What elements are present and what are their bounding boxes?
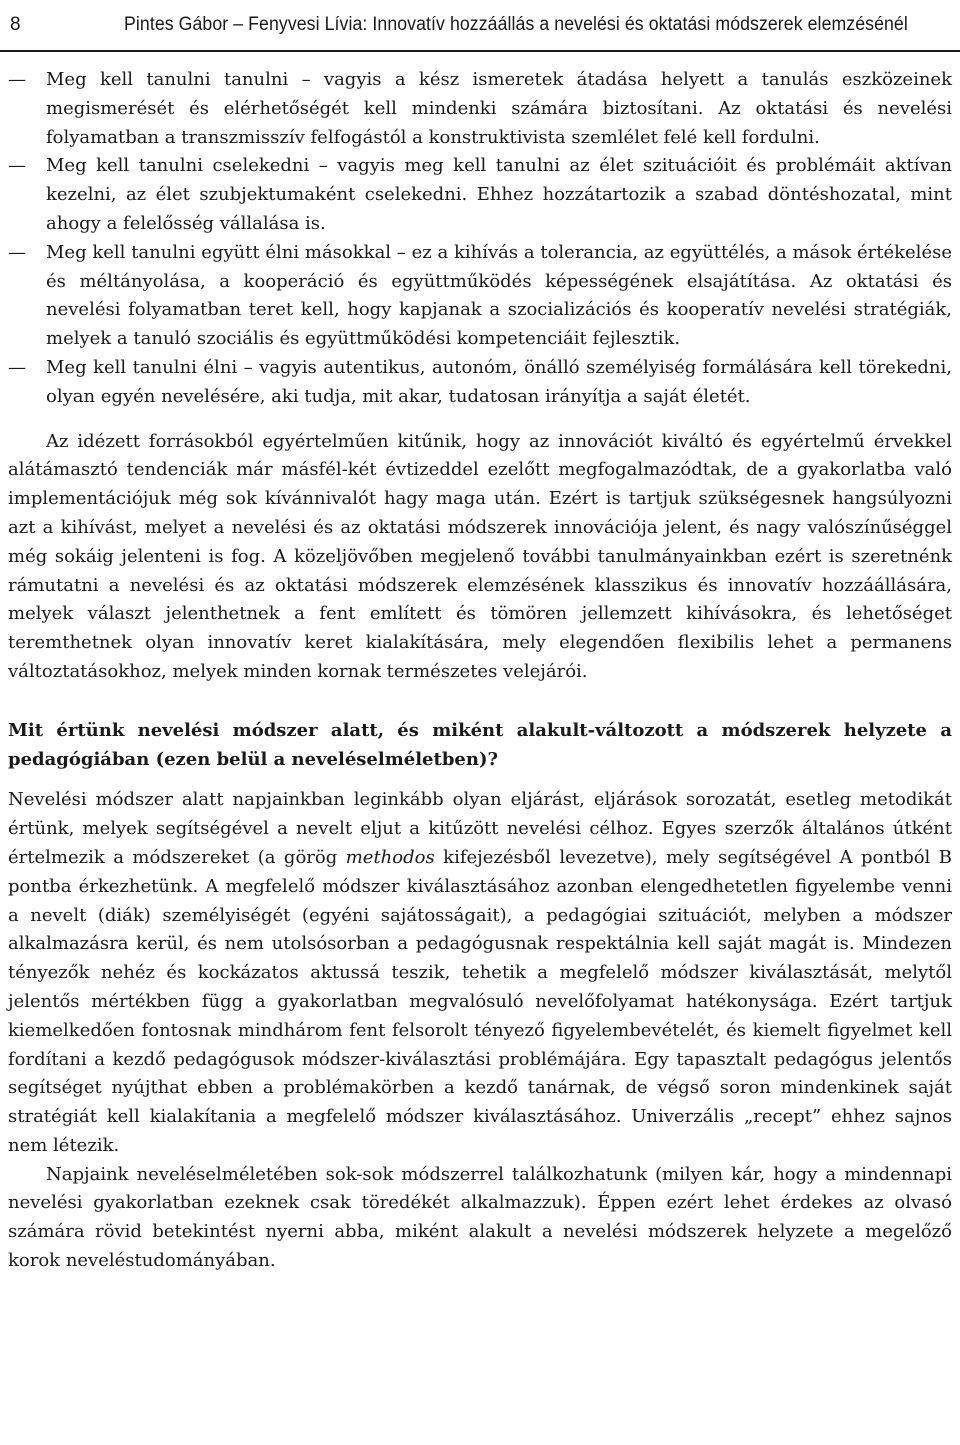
list-item (8, 152, 952, 238)
dash-bullet: — (8, 356, 26, 378)
list-item-text: Meg kell tanulni tanulni – vagyis a kész ismeretek átadása helyett a tanulás eszközeinek megismerését és elérhetőségét kell mindenki számára biztosítani. Az oktatási és nevelési folyamatban a transzmisszív felfogástól a konstruktivista szemlélet felé kell fordulni. (46, 69, 952, 148)
body-text (8, 66, 952, 1276)
running-header (0, 0, 960, 52)
list-item-text: Meg kell tanulni együtt élni másokkal – ez a kihívás a tolerancia, az együttélés, a mások értékelése és méltányolása, a kooperáció és együttműködés képességének elsajátítása. Az oktatási és nevelési folyamatban teret kell, hogy kapjanak a szocializációs és kooperatív nevelési stratégiák, melyek a tanuló szociális és együttműködési kompetenciáit fejlesztik. (46, 241, 952, 350)
list-item (8, 354, 952, 412)
italic-term: methodos (345, 846, 435, 868)
list-item (8, 66, 952, 152)
section-heading: Mit értünk nevelési módszer alatt, és miként alakult-változott a módszerek helyzete a pedagógiában (ezen belül a neveléselméletben)? (8, 719, 952, 770)
dash-bullet: — (8, 155, 26, 177)
dash-list (8, 66, 952, 412)
running-title: Pintes Gábor – Fenyvesi Lívia: Innovatív hozzáállás a nevelési és oktatási módszerek elemzésénél (124, 14, 908, 35)
paragraph-text: Nevelési módszer alatt napjainkban leginkább olyan eljárást, eljárások sorozatát, esetleg metodikát értünk, melyek segítségével a nevelt eljut a kitűzött nevelési célhoz. Egyes szerzők általános útként értelmezik a módszereket (a görög (8, 789, 952, 868)
list-item-text: Meg kell tanulni élni – vagyis autentikus, autonóm, önálló személyiség formálására kell törekedni, olyan egyén nevelésére, aki tudja, mit akar, tudatosan irányítja a saját életét. (46, 356, 952, 407)
paragraph (8, 786, 952, 1160)
list-item (8, 239, 952, 354)
page-number: 8 (10, 14, 21, 35)
list-item-text: Meg kell tanulni cselekedni – vagyis meg kell tanulni az élet szituációit és problémáit aktívan kezelni, az élet szubjektumaként cselekedni. Ehhez hozzátartozik a szabad döntéshozatal, mint ahogy a felelősség vállalása is. (46, 155, 952, 234)
paragraph: Az idézett forrásokból egyértelműen kitűnik, hogy az innovációt kiváltó és egyértelmű érvekkel alátámasztó tendenciák már másfél-két évtizeddel ezelőtt megfogalmazódtak, de a gyakorlatba való implementációjuk még sok kívánnivalót hagy maga után. Ezért is tartjuk szükségesnek hangsúlyozni azt a kihívást, melyet a nevelési és az oktatási módszerek innovációja jelent, és nagy valószínűséggel még sokáig jelenteni is fog. A közeljövőben megjelenő további tanulmányainkban ezért is szeretnénk rámutatni a nevelési és az oktatási módszerek elemzésének klasszikus és innovatív hozzáállására, melyek választ jelenthetnek a fent említett és tömören jellemzett kihívásokra, és lehetőséget teremthetnek olyan innovatív keret kialakítására, mely elegendően flexibilis lehet a permanens változtatásokhoz, melyek minden kornak természetes velejárói. (8, 430, 952, 682)
paragraph: Napjaink neveléselméletében sok-sok módszerrel találkozhatunk (milyen kár, hogy a mindennapi nevelési gyakorlatban ezeknek csak töredékét alkalmazzuk). Éppen ezért lehet érdekes az olvasó számára rövid betekintést nyerni abba, miként alakult a nevelési módszerek helyzete a megelőző korok neveléstudományában. (8, 1163, 952, 1272)
paragraph-text: kifejezésből levezetve), mely segítségével A pontból B pontba érkezhetünk. A megfelelő módszer kiválasztásához azonban elengedhetetlen figyelembe venni a nevelt (diák) személyiségét (egyéni sajátosságait), a pedagógiai szituációt, melyben a módszer alkalmazásra kerül, és nem utolsósorban a pedagógusnak respektálnia kell saját magát is. Mindezen tényezők nehéz és kockázatos aktussá teszik, tehetik a megfelelő módszer kiválasztását, melytől jelentős mértékben függ a gyakorlatban megvalósuló nevelőfolyamat hatékonysága. Ezért tartjuk kiemelkedően fontosnak mindhárom fent felsorolt tényező figyelembevételét, és kiemelt figyelmet kell fordítani a kezdő pedagógusok módszer-kiválasztási problémájára. Egy tapasztalt pedagógus jelentős segítséget nyújthat ebben a problémakörben a kezdő tanárnak, de végső soron mindenkinek saját stratégiát kell kialakítania a megfelelő módszer kiválasztásához. Univerzális „recept” ehhez sajnos nem létezik. (8, 846, 952, 1156)
dash-bullet: — (8, 69, 26, 90)
dash-bullet: — (8, 241, 26, 263)
